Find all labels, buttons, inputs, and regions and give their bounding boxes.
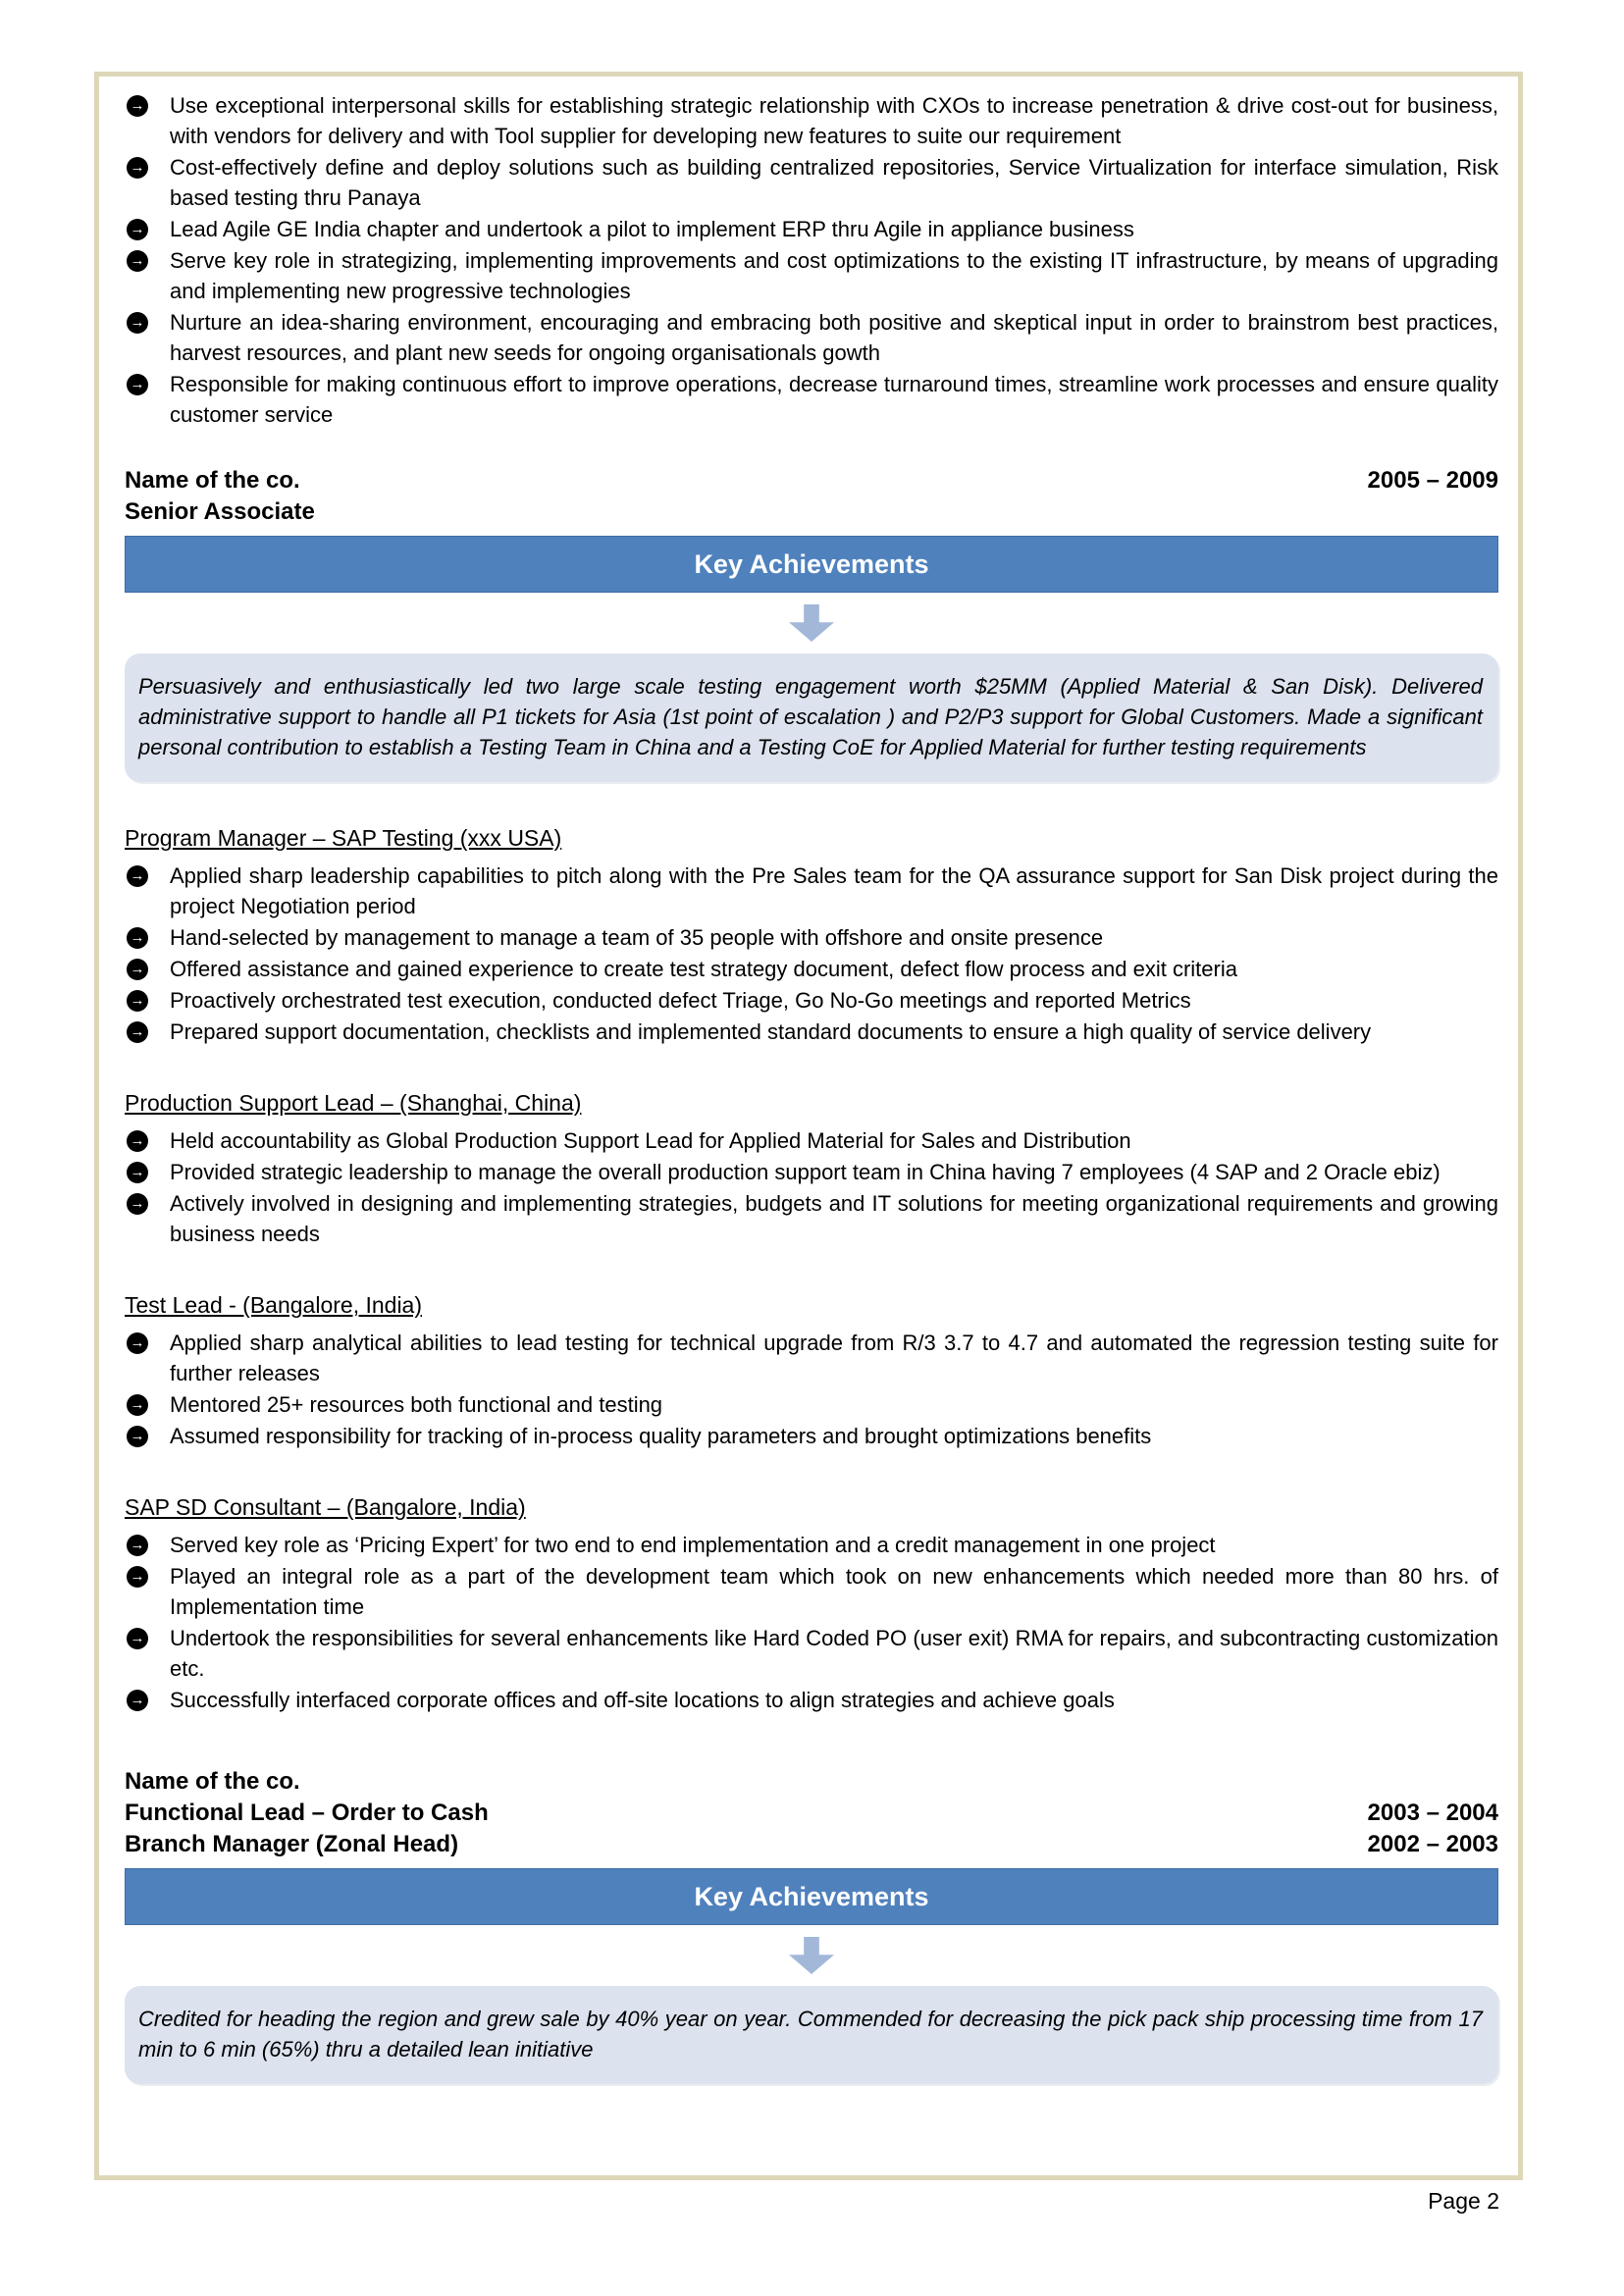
role-section-sap-sd-consultant <box>125 1492 1498 1715</box>
bullet-arrow-icon: → <box>127 865 148 887</box>
list-item <box>125 1017 1498 1047</box>
bullet-arrow-icon: → <box>127 990 148 1012</box>
arrow-container <box>125 1931 1498 1980</box>
job-title-row <box>125 1798 1498 1829</box>
list-item <box>125 1188 1498 1249</box>
bullet-text: Assumed responsibility for tracking of in-process quality parameters and brought optimizations benefits <box>170 1424 1152 1448</box>
bullet-text: Actively involved in designing and implementing strategies, budgets and IT solutions for meeting organizational requirements and growing business needs <box>170 1191 1498 1246</box>
achievement-box <box>125 1986 1498 2084</box>
role-heading: Program Manager – SAP Testing (xxx USA) <box>125 825 562 851</box>
list-item <box>125 1623 1498 1684</box>
list-item <box>125 1125 1498 1156</box>
bullet-arrow-icon: → <box>127 1193 148 1215</box>
list-item <box>125 954 1498 984</box>
job-title: Branch Manager (Zonal Head) <box>125 1831 459 1857</box>
bullet-text: Responsible for making continuous effort to improve operations, decrease turnaround times, streamline work processes and ensure quality customer service <box>170 372 1498 427</box>
page-number: Page 2 <box>1428 2188 1499 2214</box>
list-item <box>125 245 1498 306</box>
bullet-arrow-icon: → <box>127 1535 148 1556</box>
bullet-text: Applied sharp analytical abilities to lead testing for technical upgrade from R/3 3.7 to 4.7 and automated the regression testing suite for further releases <box>170 1331 1498 1385</box>
job-title-row <box>125 1829 1498 1860</box>
list-item <box>125 90 1498 151</box>
bullet-arrow-icon: → <box>127 312 148 334</box>
bullet-text: Offered assistance and gained experience to create test strategy document, defect flow process and exit criteria <box>170 957 1237 981</box>
company-dates: 2005 – 2009 <box>1367 467 1498 494</box>
list-item <box>125 1530 1498 1560</box>
job-title: Functional Lead – Order to Cash <box>125 1800 489 1826</box>
bullet-text: Hand-selected by management to manage a team of 35 people with offshore and onsite presence <box>170 925 1104 950</box>
list-item <box>125 1157 1498 1187</box>
bullet-text: Use exceptional interpersonal skills for establishing strategic relationship with CXOs to increase penetration & drive cost-out for business, with vendors for delivery and with Tool supplier for developing new features to suite our requirement <box>170 93 1498 148</box>
banner-label: Key Achievements <box>694 548 929 579</box>
list-item <box>125 369 1498 430</box>
bullet-arrow-icon: → <box>127 95 148 117</box>
bullet-text: Serve key role in strategizing, implementing improvements and cost optimizations to the existing IT infrastructure, by means of upgrading and implementing new progressive technologies <box>170 248 1498 303</box>
bullet-text: Lead Agile GE India chapter and undertook a pilot to implement ERP thru Agile in appliance business <box>170 217 1134 241</box>
arrow-container <box>125 599 1498 648</box>
achievement-text: Credited for heading the region and grew sale by 40% year on year. Commended for decreasing the pick pack ship processing time from 17 min to 6 min (65%) thru a detailed lean initiative <box>138 2007 1483 2061</box>
job-title-row <box>125 496 1498 528</box>
bullet-text: Proactively orchestrated test execution, conducted defect Triage, Go No-Go meetings and reported Metrics <box>170 988 1191 1013</box>
bullet-arrow-icon: → <box>127 1162 148 1183</box>
down-arrow-icon <box>789 1937 834 1974</box>
bullet-arrow-icon: → <box>127 219 148 240</box>
bullet-text: Prepared support documentation, checklists and implemented standard documents to ensure a high quality of service delivery <box>170 1019 1372 1044</box>
job-title: Senior Associate <box>125 498 315 525</box>
list-item <box>125 152 1498 213</box>
list-item <box>125 985 1498 1016</box>
key-achievements-banner <box>125 1868 1498 1925</box>
role-bullet-list <box>125 861 1498 1047</box>
achievement-box <box>125 653 1498 782</box>
role-section-production-support-lead <box>125 1088 1498 1249</box>
role-bullet-list <box>125 1125 1498 1249</box>
bullet-arrow-icon: → <box>127 1394 148 1416</box>
company-name: Name of the co. <box>125 467 300 494</box>
page-border-frame <box>94 72 1523 2180</box>
company-name-row <box>125 1766 1498 1798</box>
company-name: Name of the co. <box>125 1768 300 1795</box>
role-bullet-list <box>125 1328 1498 1451</box>
company-block-1 <box>125 465 1498 528</box>
list-item <box>125 1389 1498 1420</box>
role-heading: Production Support Lead – (Shanghai, China) <box>125 1090 582 1116</box>
bullet-arrow-icon: → <box>127 374 148 395</box>
list-item <box>125 861 1498 921</box>
bullet-arrow-icon: → <box>127 1628 148 1649</box>
bullet-arrow-icon: → <box>127 250 148 272</box>
banner-label: Key Achievements <box>694 1881 929 1911</box>
role-bullet-list <box>125 1530 1498 1715</box>
bullet-arrow-icon: → <box>127 927 148 949</box>
company-name-row <box>125 465 1498 496</box>
bullet-arrow-icon: → <box>127 1426 148 1447</box>
list-item <box>125 307 1498 368</box>
list-item <box>125 214 1498 244</box>
bullet-text: Mentored 25+ resources both functional and testing <box>170 1392 663 1417</box>
list-item <box>125 1328 1498 1388</box>
bullet-text: Successfully interfaced corporate offices and off-site locations to align strategies and achieve goals <box>170 1688 1115 1712</box>
bullet-arrow-icon: → <box>127 1566 148 1588</box>
role-heading: Test Lead - (Bangalore, India) <box>125 1292 423 1318</box>
achievement-text: Persuasively and enthusiastically led two large scale testing engagement worth $25MM (Applied Material & San Disk). Delivered administrative support to handle all P1 tickets for Asia (1st point of escalation ) and P2/P3 support for Global Customers. Made a significant personal contribution to establish a Testing Team in China and a Testing CoE for Applied Material for further testing requirements <box>138 674 1483 759</box>
key-achievements-banner <box>125 536 1498 593</box>
role-section-program-manager <box>125 823 1498 1047</box>
bullet-text: Nurture an idea-sharing environment, encouraging and embracing both positive and skeptical input in order to brainstrom best practices, harvest resources, and plant new seeds for ongoing organisationals gowth <box>170 310 1498 365</box>
bullet-text: Undertook the responsibilities for several enhancements like Hard Coded PO (user exit) RMA for repairs, and subcontracting customization etc. <box>170 1626 1498 1681</box>
bullet-text: Provided strategic leadership to manage the overall production support team in China having 7 employees (4 SAP and 2 Oracle ebiz) <box>170 1160 1441 1184</box>
list-item <box>125 1561 1498 1622</box>
bullet-arrow-icon: → <box>127 1332 148 1354</box>
bullet-text: Held accountability as Global Production Support Lead for Applied Material for Sales and Distribution <box>170 1128 1131 1153</box>
bullet-text: Cost-effectively define and deploy solutions such as building centralized repositories, Service Virtualization for interface simulation, Risk based testing thru Panaya <box>170 155 1498 210</box>
bullet-arrow-icon: → <box>127 1130 148 1152</box>
bullet-arrow-icon: → <box>127 1021 148 1043</box>
list-item <box>125 1421 1498 1451</box>
bullet-arrow-icon: → <box>127 157 148 179</box>
list-item <box>125 1685 1498 1715</box>
bullet-text: Served key role as ‘Pricing Expert’ for two end to end implementation and a credit management in one project <box>170 1533 1216 1557</box>
company-dates: 2002 – 2003 <box>1367 1831 1498 1857</box>
experience-bullet-list <box>125 90 1498 430</box>
company-dates: 2003 – 2004 <box>1367 1800 1498 1826</box>
down-arrow-icon <box>789 604 834 642</box>
bullet-arrow-icon: → <box>127 1690 148 1711</box>
bullet-text: Applied sharp leadership capabilities to pitch along with the Pre Sales team for the QA assurance support for San Disk project during the project Negotiation period <box>170 863 1498 918</box>
bullet-arrow-icon: → <box>127 959 148 980</box>
role-section-test-lead <box>125 1290 1498 1451</box>
bullet-text: Played an integral role as a part of the development team which took on new enhancements which needed more than 80 hrs. of Implementation time <box>170 1564 1498 1619</box>
role-heading: SAP SD Consultant – (Bangalore, India) <box>125 1494 526 1520</box>
list-item <box>125 922 1498 953</box>
company-block-2 <box>125 1766 1498 1860</box>
